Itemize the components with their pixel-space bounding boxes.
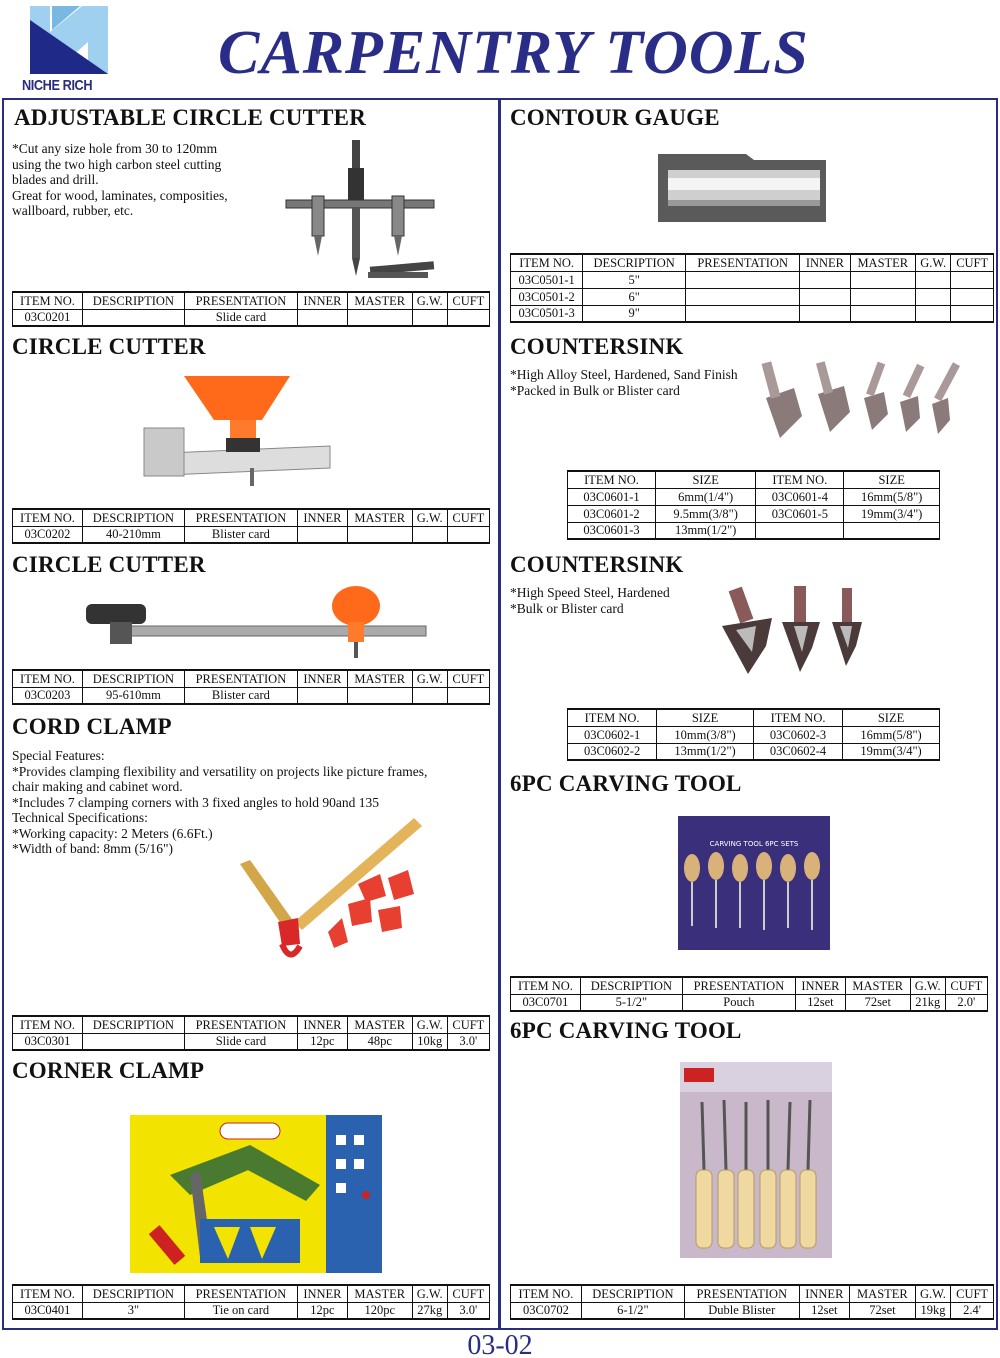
cord-clamp-description: Special Features: *Provides clamping flexibility and versatility on projects like picture frames, chair making and cabinet word. *Includes 7 clamping corners with 3 fixed angles to hold 90and 135 Technical Specifications: *Working capacity: 2 Meters (6.6Ft.) *Width of band: 8mm (5/16") <box>12 748 428 856</box>
countersink-set-3pc-image <box>716 582 866 682</box>
section-title-countersink-2: COUNTERSINK <box>510 552 684 577</box>
countersink-set-5pc-image <box>760 358 966 448</box>
circle-cutter-95-610-image <box>84 584 430 664</box>
section-title-carving-tool-1: 6PC CARVING TOOL <box>510 771 742 796</box>
adjustable-circle-cutter-image <box>284 138 444 288</box>
spec-table-03C0203: ITEM NO. DESCRIPTION PRESENTATION INNER MASTER G.W. CUFT 03C0203 95-610mm Blister card <box>12 669 490 705</box>
contour-gauge-image <box>654 148 830 228</box>
table-row: 03C0702 6-1/2" Duble Blister 12set 72set 19kg 2.4' <box>511 1302 994 1319</box>
spec-table-03C0201: ITEM NO. DESCRIPTION PRESENTATION INNER MASTER G.W. CUFT 03C0201 Slide card <box>12 291 490 327</box>
table-row: 03C0601-2 9.5mm(3/8") 03C0601-5 19mm(3/4") <box>568 505 940 522</box>
table-row: 03C0501-3 9" <box>511 305 994 322</box>
section-title-countersink-1: COUNTERSINK <box>510 334 684 359</box>
section-title-adjustable-circle-cutter: ADJUSTABLE CIRCLE CUTTER <box>14 105 367 130</box>
table-row: 03C0401 3" Tie on card 12pc 120pc 27kg 3.0' <box>13 1302 490 1319</box>
table-row: 03C0201 Slide card <box>13 309 490 326</box>
carving-tool-pouch-image <box>678 816 830 950</box>
section-title-cord-clamp: CORD CLAMP <box>12 714 172 739</box>
table-row: 03C0203 95-610mm Blister card <box>13 687 490 704</box>
section-title-circle-cutter-2: CIRCLE CUTTER <box>12 552 206 577</box>
spec-table-03C0301: ITEM NO. DESCRIPTION PRESENTATION INNER MASTER G.W. CUFT 03C0301 Slide card 12pc 48pc 10kg 3.0' <box>12 1015 490 1051</box>
spec-table-03C0701: ITEM NO. DESCRIPTION PRESENTATION INNER MASTER G.W. CUFT 03C0701 5-1/2" Pouch 12set 72set 21kg 2.0' <box>510 976 988 1012</box>
table-row: 03C0701 5-1/2" Pouch 12set 72set 21kg 2.0' <box>511 994 988 1011</box>
table-row: 03C0601-1 6mm(1/4") 03C0601-4 16mm(5/8") <box>568 488 940 505</box>
table-row: 03C0602-1 10mm(3/8") 03C0602-3 16mm(5/8") <box>568 726 940 743</box>
table-row: 03C0501-2 6" <box>511 288 994 305</box>
section-title-contour-gauge: CONTOUR GAUGE <box>510 105 720 130</box>
table-row: 03C0601-3 13mm(1/2") <box>568 522 940 539</box>
size-table-03C0601: ITEM NO. SIZE ITEM NO. SIZE 03C0601-1 6mm(1/4") 03C0601-4 16mm(5/8") 03C0601-2 9.5mm(3/8") 03C0601-5 19mm(3/4") 03C0601-3 13mm(1/2") <box>567 470 940 540</box>
cord-clamp-image <box>238 814 438 966</box>
spec-table-03C0702: ITEM NO. DESCRIPTION PRESENTATION INNER MASTER G.W. CUFT 03C0702 6-1/2" Duble Blister 12set 72set 19kg 2.4' <box>510 1284 994 1320</box>
spec-table-03C0202: ITEM NO. DESCRIPTION PRESENTATION INNER MASTER G.W. CUFT 03C0202 40-210mm Blister card <box>12 508 490 544</box>
adjustable-circle-cutter-description: *Cut any size hole from 30 to 120mm using the two high carbon steel cutting blades and drill. Great for wood, laminates, composities, wallboard, rubber, etc. <box>12 141 228 218</box>
countersink-2-description: *High Speed Steel, Hardened *Bulk or Blister card <box>510 585 670 616</box>
circle-cutter-40-210-image <box>134 368 334 490</box>
corner-clamp-package-image <box>130 1115 382 1273</box>
section-title-carving-tool-2: 6PC CARVING TOOL <box>510 1018 742 1043</box>
logo-text: NICHE RICH <box>22 77 93 94</box>
spec-table-03C0501: ITEM NO. DESCRIPTION PRESENTATION INNER MASTER G.W. CUFT 03C0501-1 5" 03C0501-2 6" 03C0501-3 9" <box>510 253 994 323</box>
countersink-1-description: *High Alloy Steel, Hardened, Sand Finish *Packed in Bulk or Blister card <box>510 367 738 398</box>
carving-tool-package-text: CARVING TOOL 6PC SETS <box>709 840 799 848</box>
table-row: 03C0501-1 5" <box>511 271 994 288</box>
table-row: 03C0301 Slide card 12pc 48pc 10kg 3.0' <box>13 1033 490 1050</box>
spec-table-03C0401: ITEM NO. DESCRIPTION PRESENTATION INNER MASTER G.W. CUFT 03C0401 3" Tie on card 12pc 120pc 27kg 3.0' <box>12 1284 490 1320</box>
table-row: 03C0602-2 13mm(1/2") 03C0602-4 19mm(3/4") <box>568 743 940 760</box>
table-row: 03C0202 40-210mm Blister card <box>13 526 490 543</box>
carving-tool-blister-image <box>680 1062 832 1258</box>
section-title-circle-cutter-1: CIRCLE CUTTER <box>12 334 206 359</box>
section-title-corner-clamp: CORNER CLAMP <box>12 1058 205 1083</box>
page-title: CARPENTRY TOOLS <box>218 19 809 87</box>
column-divider <box>498 98 501 1330</box>
page-number: 03-02 <box>467 1330 533 1358</box>
size-table-03C0602: ITEM NO. SIZE ITEM NO. SIZE 03C0602-1 10mm(3/8") 03C0602-3 16mm(5/8") 03C0602-2 13mm(1/2") 03C0602-4 19mm(3/4") <box>567 708 940 761</box>
